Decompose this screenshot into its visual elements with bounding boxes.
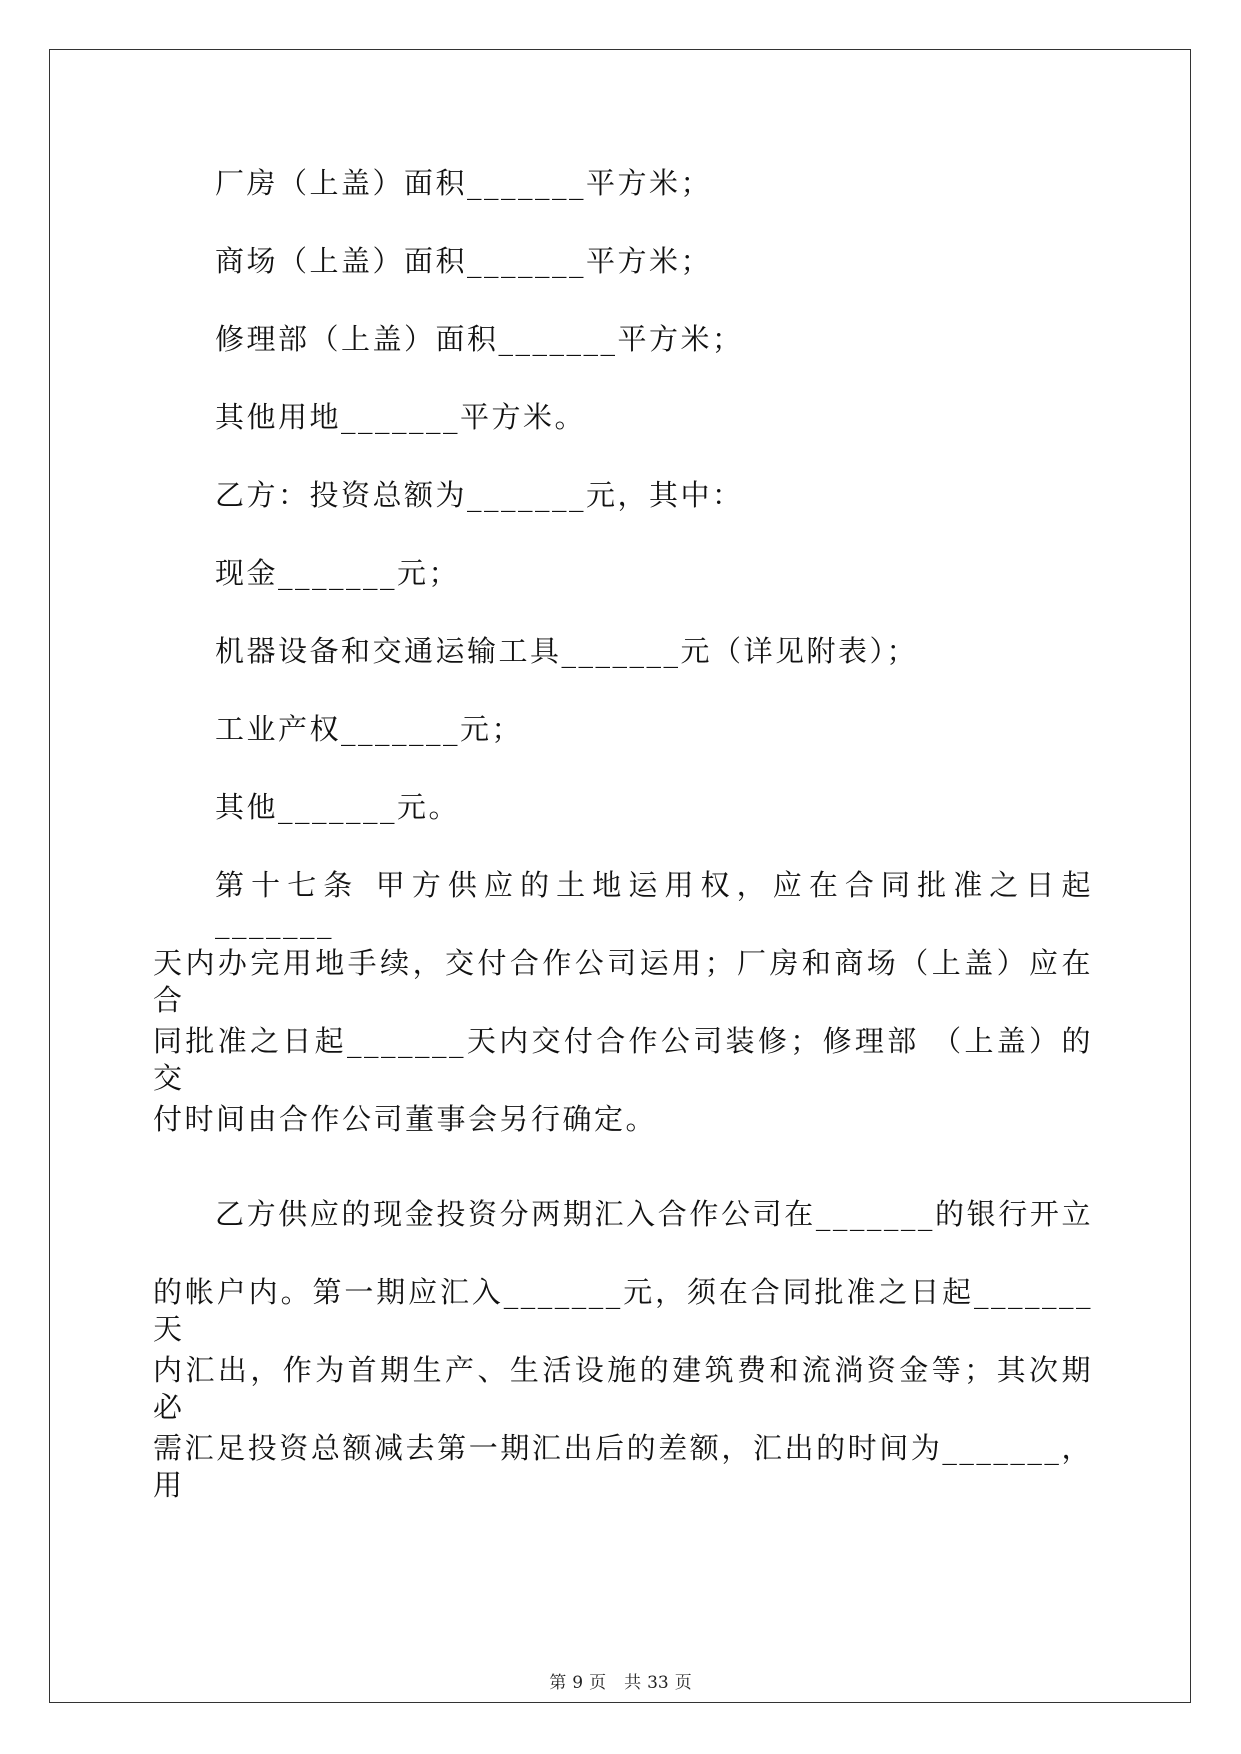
line-other: 其他_______元。 [215,790,461,824]
cash-line-3: 内汇出，作为首期生产、生活设施的建筑费和流淌资金等；其次期必 [153,1353,1093,1424]
footer-page-label: 第 [549,1673,567,1693]
article17-line-4: 付时间由合作公司董事会另行确定。 [153,1102,658,1136]
article17-line-2: 天内办完用地手续，交付合作公司运用；厂房和商场（上盖）应在合 [153,946,1093,1017]
footer-page-number: 9 [572,1673,584,1693]
document-body [153,165,1093,1508]
line-repair-area: 修理部（上盖）面积_______平方米； [215,322,744,356]
cash-line-2: 的帐户内。第一期应汇入_______元，须在合同批准之日起_______天 [153,1275,1093,1346]
line-party-b-total: 乙方：投资总额为_______元，其中： [215,478,744,512]
line-factory-area: 厂房（上盖）面积_______平方米； [215,166,713,200]
footer-page-unit: 页 [589,1673,607,1693]
cash-line-1: 乙方供应的现金投资分两期汇入合作公司在_______的银行开立 [215,1197,1093,1231]
article17-line-3: 同批准之日起_______天内交付合作公司装修；修理部 （上盖）的交 [153,1024,1093,1095]
cash-line-4: 需汇足投资总额减去第一期汇出后的差额，汇出的时间为_______，用 [153,1431,1093,1502]
line-industrial-property: 工业产权_______元； [215,712,524,746]
page-footer [0,1668,1241,1693]
footer-total-unit: 页 [674,1673,692,1693]
line-mall-area: 商场（上盖）面积_______平方米； [215,244,713,278]
line-equipment: 机器设备和交通运输工具_______元（详见附表）； [215,634,919,668]
line-cash: 现金_______元； [215,556,461,590]
article17-line-1: 第十七条 甲方供应的土地运用权，应在合同批准之日起_______ [215,868,1093,939]
footer-total-label: 共 [624,1673,642,1693]
footer-total-pages: 33 [647,1673,669,1693]
line-other-land: 其他用地_______平方米。 [215,400,587,434]
